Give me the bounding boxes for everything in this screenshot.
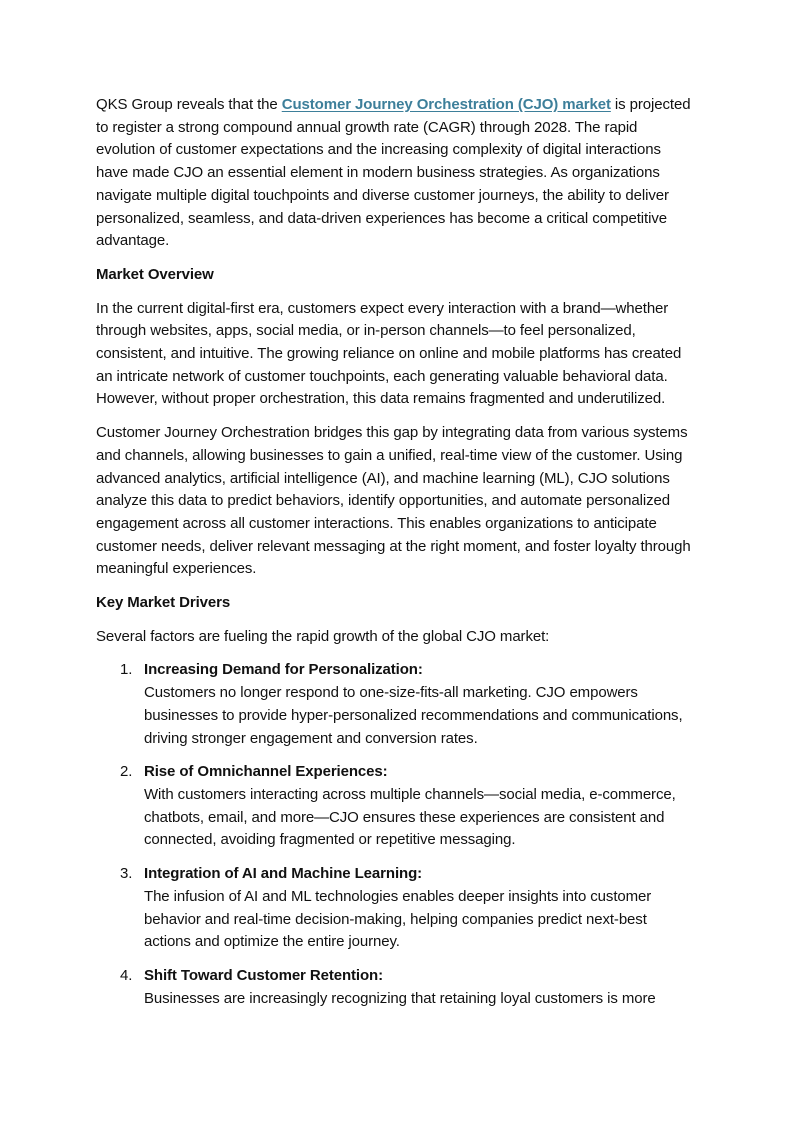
market-overview-paragraph-1: In the current digital-first era, customers expect every interaction with a brand—whether through websites, apps, social media, or in-person channels—to feel personalized, consistent, and intuitive. The growing reliance on online and mobile platforms has created an intricate network of customer touchpoints, each generating valuable behavioral data. However, without proper orchestration, this data remains fragmented and underutilized. — [96, 299, 682, 408]
cjo-market-link[interactable]: Customer Journey Orchestration (CJO) market — [281, 96, 611, 113]
list-item-body: With customers interacting across multiple channels—social media, e-commerce, chatbots, email, and more—CJO ensures these experiences are consistent and connected, avoiding fragmented or repetitive messaging. — [144, 785, 676, 849]
list-item-number: 4. — [120, 966, 133, 984]
key-drivers-intro: Several factors are fueling the rapid growth of the global CJO market: — [96, 627, 550, 645]
market-overview-heading: Market Overview — [96, 265, 214, 283]
market-overview-paragraph-2: Customer Journey Orchestration bridges this gap by integrating data from various systems and channels, allowing businesses to gain a unified, real-time view of the customer. Using advanced analytics, artificial intelligence (AI), and machine learning (ML), CJO solutions analyze this data to predict behaviors, identify opportunities, and automate personalized engagement across all customer interactions. This enables organizations to anticipate customer needs, deliver relevant messaging at the right moment, and foster loyalty through meaningful experiences. — [96, 424, 691, 578]
key-drivers-list — [96, 659, 696, 1010]
list-item — [96, 659, 696, 750]
list-item-body: Businesses are increasingly recognizing that retaining loyal customers is more — [144, 989, 656, 1007]
list-item-title: Shift Toward Customer Retention: — [144, 966, 384, 984]
list-item-title: Integration of AI and Machine Learning: — [144, 865, 423, 883]
list-item-number: 1. — [120, 661, 133, 679]
list-item-title: Rise of Omnichannel Experiences: — [144, 763, 388, 781]
list-item — [96, 863, 696, 954]
document-page — [96, 94, 696, 1021]
intro-paragraph — [96, 94, 696, 253]
list-item-body: Customers no longer respond to one-size-fits-all marketing. CJO empowers businesses to provide hyper-personalized recommendations and communications, driving stronger engagement and conversion rates. — [144, 684, 683, 747]
list-item — [96, 965, 696, 1010]
list-item-body: The infusion of AI and ML technologies enables deeper insights into customer behavior and real-time decision-making, helping companies predict next-best actions and optimize the entire journey. — [144, 887, 652, 951]
list-item-number: 3. — [120, 865, 133, 883]
key-drivers-heading: Key Market Drivers — [96, 594, 231, 612]
list-item — [96, 761, 696, 852]
list-item-title: Increasing Demand for Personalization: — [144, 661, 423, 679]
intro-text-before-link: QKS Group reveals that the — [96, 96, 282, 113]
list-item-number: 2. — [120, 763, 133, 781]
intro-text-after-link: is projected to register a strong compound annual growth rate (CAGR) through 2028. The rapid evolution of customer expectations and the increasing complexity of digital interactions have made CJO an essential element in modern business strategies. As organizations navigate multiple digital touchpoints and diverse customer journeys, the ability to deliver personalized, seamless, and data-driven experiences has become a critical competitive advantage. — [96, 96, 691, 250]
